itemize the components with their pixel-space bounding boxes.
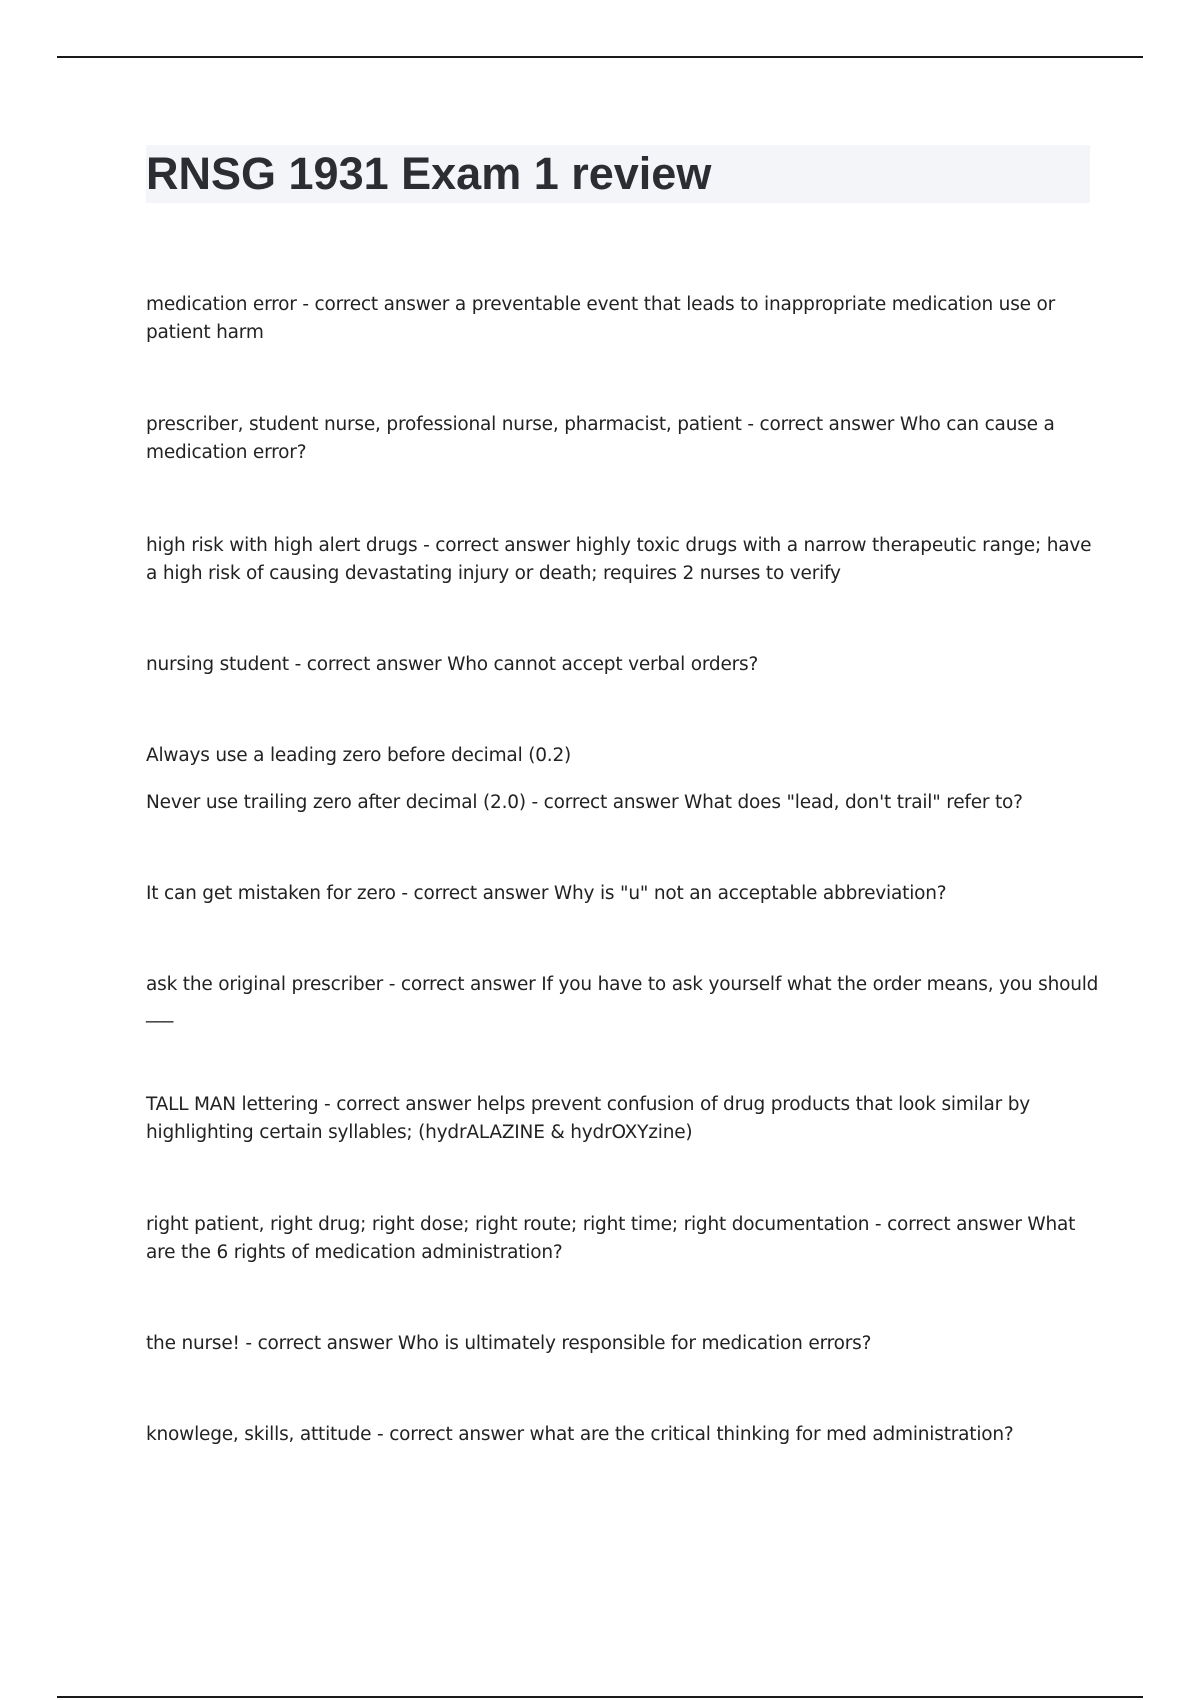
list-item [146,291,1086,347]
list-item [146,1091,1086,1147]
entry-line: right patient, right drug; right dose; right route; right time; right documentation - correct answer What [146,1214,1076,1235]
entry-line: are the 6 rights of medication administration? [146,1242,563,1263]
entry-line: nursing student - correct answer Who cannot accept verbal orders? [146,654,759,675]
entry-line: Always use a leading zero before decimal (0.2) [146,745,572,766]
bottom-rule [57,1696,1143,1698]
entry-line: ___ [146,1002,174,1023]
entry-line: knowlege, skills, attitude - correct answer what are the critical thinking for med administration? [146,1424,1014,1445]
list-item [146,742,1086,817]
entry-line: highlighting certain syllables; (hydrALAZINE & hydrOXYzine) [146,1122,693,1143]
list-item [146,971,1099,1027]
entry-line: prescriber, student nurse, professional nurse, pharmacist, patient - correct answer Who can cause a [146,414,1055,435]
list-item [146,1421,1086,1449]
entry-line: ask the original prescriber - correct answer If you have to ask yourself what the order means, you should [146,974,1099,995]
list-item [146,1330,1086,1358]
entry-line: medication error? [146,442,307,463]
list-item [146,880,1086,908]
entry-line: the nurse! - correct answer Who is ultimately responsible for medication errors? [146,1333,872,1354]
list-item [146,1211,1086,1267]
list-item [146,532,1092,588]
list-item [146,411,1086,467]
entry-line: medication error - correct answer a preventable event that leads to inappropriate medication use or [146,294,1056,315]
entry-line: TALL MAN lettering - correct answer helps prevent confusion of drug products that look similar by [146,1094,1031,1115]
entry-line: high risk with high alert drugs - correct answer highly toxic drugs with a narrow therapeutic range; have [146,535,1092,556]
list-item [146,651,1086,679]
entry-line: Never use trailing zero after decimal (2.0) - correct answer What does "lead, don't trail" refer to? [146,792,1023,813]
top-rule [57,56,1143,58]
entry-line: patient harm [146,322,264,343]
entry-line: a high risk of causing devastating injury or death; requires 2 nurses to verify [146,563,841,584]
entry-line: It can get mistaken for zero - correct answer Why is "u" not an acceptable abbreviation? [146,883,947,904]
page-title: RNSG 1931 Exam 1 review [146,148,712,199]
